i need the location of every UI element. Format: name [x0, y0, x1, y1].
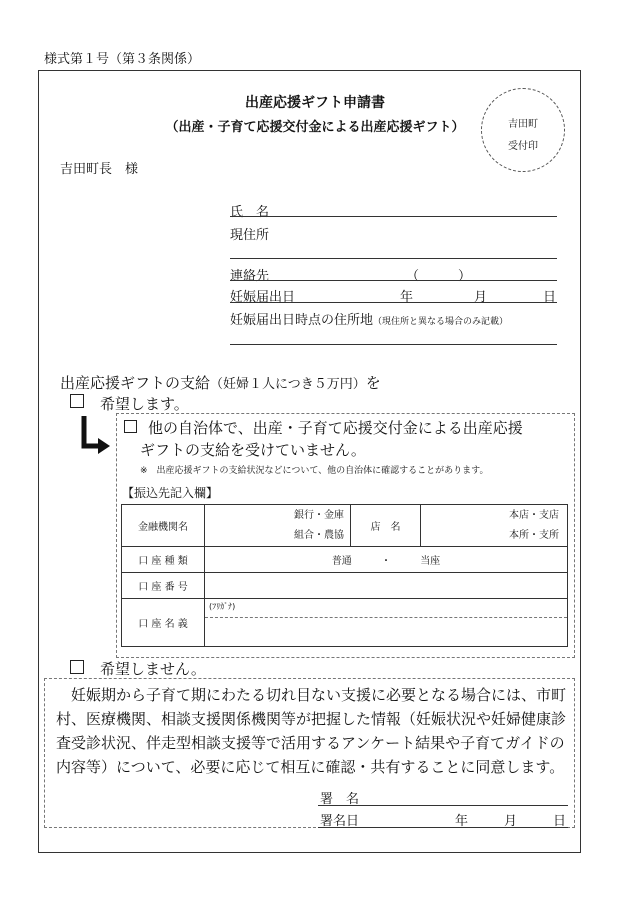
address-field[interactable] [230, 258, 557, 259]
wish-label: 希望します。 [100, 395, 189, 413]
no-other-gift-line1: 他の自治体で、出産・子育て応援交付金による出産応援 [148, 419, 523, 437]
pregnancy-address-field[interactable] [230, 344, 557, 345]
no-other-gift-checkbox[interactable] [124, 420, 137, 433]
branch-field[interactable] [421, 505, 568, 547]
contact-parens: （ ） [406, 269, 472, 284]
bank-types-line2: 組合・農協 [294, 529, 344, 541]
reception-stamp-area [481, 88, 565, 172]
signature-label: 署 名 [320, 792, 360, 807]
account-name-label: 口 座 名 義 [122, 599, 205, 647]
institution-label: 金融機関名 [122, 505, 205, 547]
account-number-field[interactable] [205, 573, 568, 599]
account-type-label: 口 座 種 類 [122, 547, 205, 573]
consent-text: 妊娠期から子育て期にわたる切れ目ない支援に必要となる場合には、市町村、医療機関、相談支援関係機関等が把握した情報（妊娠状況や妊婦健康診査受診状況、伴走型相談支援等で活用するアンケート結果や子育てガイドの内容等）について、必要に応じて相互に確認・共有することに同意します。 [56, 686, 567, 776]
wish-checkbox[interactable] [70, 394, 84, 408]
signature-date-field[interactable] [318, 827, 568, 828]
no-other-gift-line2: ギフトの支給を受けていません。 [140, 441, 366, 459]
bank-table [121, 504, 568, 647]
stamp-line-received: 受付印 [508, 141, 538, 152]
institution-field[interactable] [205, 505, 351, 547]
no-wish-checkbox[interactable] [70, 660, 84, 674]
no-wish-label: 希望しません。 [100, 660, 206, 678]
account-type-current[interactable]: 当座 [420, 556, 441, 567]
pregnancy-day: 日 [543, 290, 557, 305]
form-number: 様式第１号（第３条関係） [44, 52, 201, 67]
form-title: 出産応援ギフト申請書 [245, 95, 385, 111]
furigana-label: (ﾌﾘｶﾞﾅ) [205, 599, 567, 618]
pregnancy-date-field[interactable] [230, 302, 557, 303]
contact-field[interactable] [230, 280, 557, 281]
gift-intro: 出産応援ギフトの支給（妊婦１人につき５万円）を [60, 374, 381, 392]
pregnancy-month: 月 [474, 290, 488, 305]
branch-types-line1: 本店・支店 [509, 509, 559, 521]
arrow-icon [80, 414, 112, 458]
account-type-field[interactable] [205, 547, 568, 573]
address-label: 現住所 [230, 228, 270, 243]
account-type-ordinary[interactable]: 普通 [331, 556, 352, 567]
branch-label: 店 名 [351, 505, 421, 547]
account-number-label: 口 座 番 号 [122, 573, 205, 599]
form-subtitle: （出産・子育て応援交付金による出産応援ギフト） [165, 120, 465, 135]
branch-types-line2: 本所・支所 [509, 529, 559, 541]
pregnancy-year: 年 [400, 290, 414, 305]
addressee: 吉田町長 様 [60, 162, 139, 177]
contact-label: 連絡先 [230, 269, 270, 284]
confirmation-note: ※ 出産応援ギフトの支給状況などについて、他の自治体に確認することがあります。 [140, 466, 489, 476]
signature-year: 年 [455, 814, 469, 829]
signature-field[interactable] [318, 805, 568, 806]
bank-section-label: 【振込先記入欄】 [122, 486, 219, 500]
account-name-field[interactable] [205, 599, 568, 647]
bank-types-line1: 銀行・金庫 [294, 509, 344, 521]
pregnancy-date-label: 妊娠届出日 [230, 290, 296, 305]
signature-month: 月 [504, 814, 518, 829]
pregnancy-address-label: 妊娠届出日時点の住所地（現住所と異なる場合のみ記載） [230, 313, 509, 328]
name-label: 氏 名 [230, 205, 270, 220]
account-type-separator: ・ [381, 556, 391, 567]
stamp-line-town: 吉田町 [508, 119, 538, 130]
name-field[interactable] [230, 216, 557, 217]
signature-day: 日 [553, 814, 567, 829]
signature-date-label: 署名日 [320, 814, 360, 829]
